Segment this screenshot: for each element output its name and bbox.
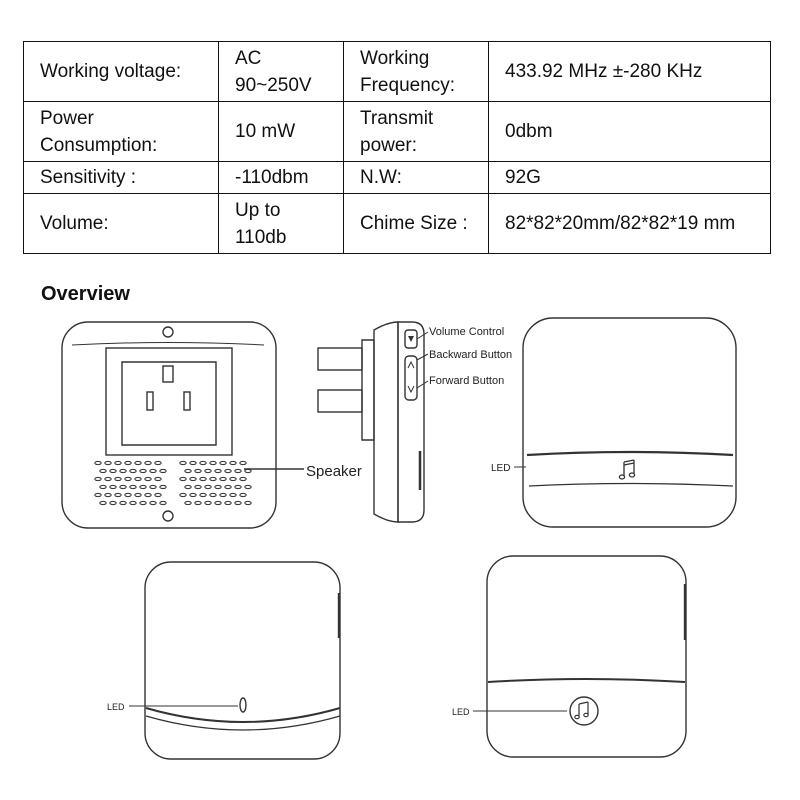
grill-hole [200,477,206,480]
grill-hole [195,485,201,488]
side-body-back [374,322,398,522]
grill-hole [125,477,131,480]
grill-hole [150,485,156,488]
grill-hole [200,461,206,464]
side-body-front [398,322,424,522]
grill-hole [155,493,161,496]
grill-hole [185,501,191,504]
spec-value: -110dbm [219,162,344,194]
grill-hole [205,469,211,472]
led-label: LED [491,463,511,474]
grill-hole [105,493,111,496]
spec-label: Transmit power: [344,102,489,162]
grill-hole [155,477,161,480]
grill-hole [195,469,201,472]
led-label: LED [452,707,470,717]
grill-hole [235,485,241,488]
volume-leader-line [417,332,428,339]
grill-hole [115,477,121,480]
chime-face-view-top [491,318,736,527]
grill-hole [130,501,136,504]
spec-label: Working voltage: [24,42,219,102]
grill-hole [100,501,106,504]
spec-value: 0dbm [489,102,771,162]
grill-hole [225,485,231,488]
grill-hole [220,493,226,496]
grill-hole [185,485,191,488]
grill-hole [140,501,146,504]
socket-slot-left [147,392,153,410]
grill-hole [240,477,246,480]
chime-side-view [318,322,512,522]
chime-button[interactable] [570,697,598,725]
grill-hole [185,469,191,472]
chime-led-view [107,562,340,759]
grill-hole [215,485,221,488]
grill-hole [110,469,116,472]
speaker-label: Speaker [306,463,362,480]
face-divider-line [488,679,685,682]
grill-hole [160,469,166,472]
grill-hole [180,477,186,480]
spec-label: Sensitivity : [24,162,219,194]
grill-hole [135,493,141,496]
plug-base [362,340,374,440]
top-screw-icon [163,327,173,337]
socket-frame [106,348,232,455]
chime-button-view [452,556,686,757]
spec-value: 433.92 MHz ±-280 KHz [489,42,771,102]
spec-label: Working Frequency: [344,42,489,102]
music-note-icon [575,702,588,719]
grill-hole [140,469,146,472]
led-indicator [240,698,246,712]
face-curve-line [146,708,340,722]
speaker-grill-left [95,461,166,504]
grill-hole [160,485,166,488]
grill-hole [145,461,151,464]
grill-hole [230,493,236,496]
grill-hole [220,477,226,480]
grill-hole [220,461,226,464]
spec-label: Chime Size : [344,194,489,254]
grill-hole [215,501,221,504]
grill-hole [160,501,166,504]
grill-hole [130,469,136,472]
grill-hole [190,493,196,496]
music-note-icon [619,460,634,479]
socket-earth-slot [163,366,173,382]
grill-hole [215,469,221,472]
top-bevel-line [72,343,264,346]
spec-value: 10 mW [219,102,344,162]
grill-hole [125,461,131,464]
grill-hole [245,485,251,488]
grill-hole [100,485,106,488]
grill-hole [190,477,196,480]
grill-hole [125,493,131,496]
grill-hole [235,469,241,472]
grill-hole [135,477,141,480]
forward-leader-line [417,381,428,388]
spec-label: Volume: [24,194,219,254]
spec-value: Up to 110db [219,194,344,254]
grill-hole [110,485,116,488]
spec-value: AC 90~250V [219,42,344,102]
grill-hole [235,501,241,504]
plug-pin-bottom [318,390,362,412]
grill-hole [130,485,136,488]
grill-hole [240,493,246,496]
grill-hole [225,501,231,504]
backward-arrow-icon [408,362,414,368]
grill-hole [135,461,141,464]
spec-value: 92G [489,162,771,194]
forward-arrow-icon [408,386,414,392]
speaker-grill-right [180,461,251,504]
forward-button-label: Forward Button [429,375,505,387]
grill-hole [230,477,236,480]
backward-button-label: Backward Button [429,349,513,361]
chime-front-plug-view [62,322,362,528]
volume-control-label: Volume Control [429,326,505,338]
grill-hole [190,461,196,464]
grill-hole [105,461,111,464]
backward-leader-line [417,354,428,360]
grill-hole [115,493,121,496]
grill-hole [210,461,216,464]
volume-down-icon [408,336,414,342]
grill-hole [115,461,121,464]
grill-hole [95,477,101,480]
grill-hole [230,461,236,464]
grill-hole [105,477,111,480]
spec-label: N.W: [344,162,489,194]
grill-hole [195,501,201,504]
grill-hole [245,501,251,504]
grill-hole [120,485,126,488]
grill-hole [150,501,156,504]
grill-hole [205,485,211,488]
grill-hole [145,493,151,496]
grill-hole [180,461,186,464]
grill-hole [210,493,216,496]
plug-pin-top [318,348,362,370]
grill-hole [110,501,116,504]
grill-hole [120,501,126,504]
grill-hole [205,501,211,504]
bottom-screw-icon [163,511,173,521]
led-label: LED [107,702,125,712]
spec-label: Power Consumption: [24,102,219,162]
face-lower-line [529,484,733,487]
grill-hole [150,469,156,472]
grill-hole [210,477,216,480]
grill-hole [240,461,246,464]
grill-hole [95,493,101,496]
grill-hole [100,469,106,472]
grill-hole [245,469,251,472]
grill-hole [180,493,186,496]
socket-slot-right [184,392,190,410]
spec-value: 82*82*20mm/82*82*19 mm [489,194,771,254]
face-upper-line [527,452,733,455]
grill-hole [225,469,231,472]
grill-hole [120,469,126,472]
overview-heading: Overview [41,283,130,305]
chime-body-outline [62,322,276,528]
socket-face [122,362,216,445]
grill-hole [200,493,206,496]
chime-body-outline [487,556,686,757]
chime-face-outline [523,318,736,527]
grill-hole [140,485,146,488]
grill-hole [145,477,151,480]
grill-hole [95,461,101,464]
grill-hole [155,461,161,464]
